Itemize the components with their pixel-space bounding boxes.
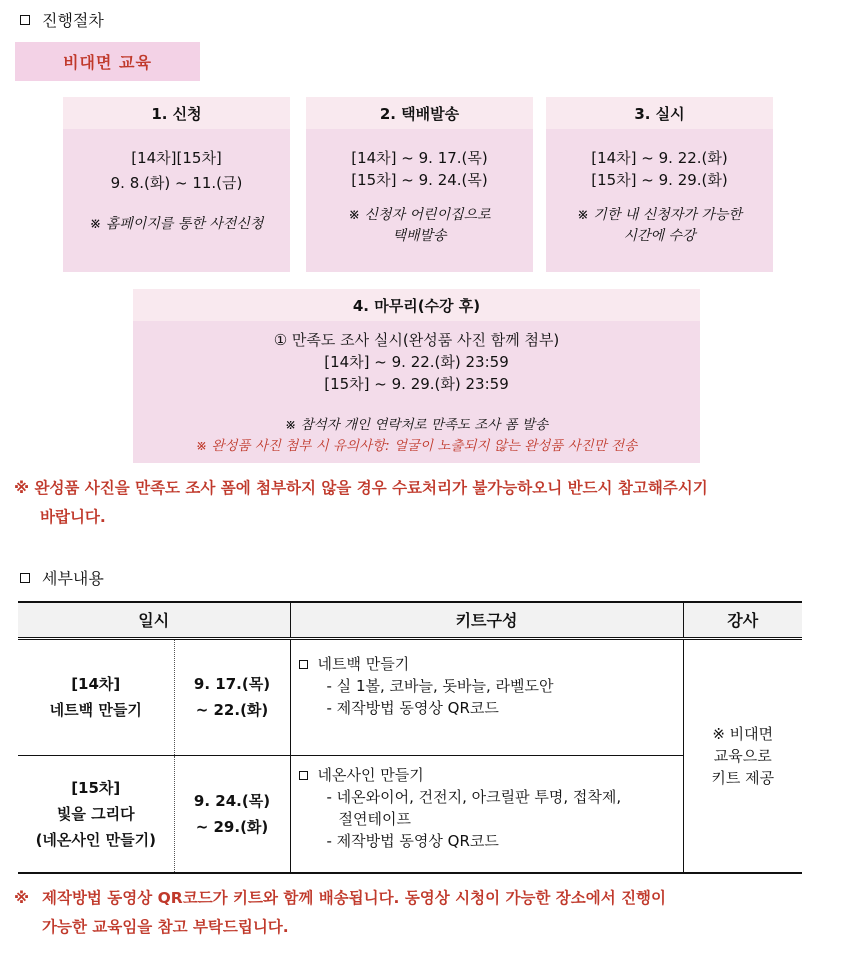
session-subtitle: (네온사인 만들기) xyxy=(35,830,156,849)
section-heading-text: 진행절차 xyxy=(42,11,104,30)
step-box-apply xyxy=(63,97,290,272)
date-start: 9. 24.(목) xyxy=(193,791,271,810)
footer-line: 제작방법 동영상 QR코드가 키트와 함께 배송됩니다. 동영상 시청이 가능한 장소에서 진행이 xyxy=(42,889,666,907)
kit-item: - 제작방법 동영상 QR코드 xyxy=(326,831,499,850)
checkbox-square-icon xyxy=(20,15,30,25)
step-body xyxy=(63,129,290,235)
checkbox-square-icon xyxy=(299,771,308,780)
step-body xyxy=(133,321,700,457)
session-cell xyxy=(18,638,174,755)
step-box-conduct xyxy=(546,97,773,272)
instructor-note: ※ 비대면 xyxy=(712,724,774,743)
warning-text xyxy=(14,474,834,532)
header-instructor: 강사 xyxy=(683,602,802,638)
date-cell xyxy=(174,638,290,755)
footer-text xyxy=(42,884,666,942)
step-note: ※ 신청자 어린이집으로 xyxy=(348,207,491,223)
checkbox-square-icon xyxy=(299,660,308,669)
step-note: 택배발송 xyxy=(392,228,447,244)
details-table xyxy=(18,601,802,874)
step-line: [14차] ~ 9. 17.(목) xyxy=(351,149,488,167)
step-title: 1. 신청 xyxy=(63,97,290,129)
step-box-finish xyxy=(133,289,700,463)
kit-title: 네온사인 만들기 xyxy=(317,765,424,784)
noncontact-badge xyxy=(15,42,200,81)
kit-cell xyxy=(290,755,683,873)
table-row xyxy=(18,638,802,755)
step-line: [15차] ~ 9. 29.(화) xyxy=(591,171,728,189)
kit-item: - 실 1볼, 코바늘, 돗바늘, 라벨도안 xyxy=(326,676,554,695)
step-note: 시간에 수강 xyxy=(623,228,696,244)
kit-item: - 네온와이어, 건전지, 아크릴판 투명, 접착제, xyxy=(326,787,622,806)
kit-title-line xyxy=(299,653,675,675)
session-title: 빛을 그리다 xyxy=(56,804,135,823)
reference-mark: ※ xyxy=(14,889,30,907)
badge-text: 비대면 교육 xyxy=(63,53,152,72)
kit-cell xyxy=(290,638,683,755)
step-title: 4. 마무리(수강 후) xyxy=(133,289,700,321)
instructor-note: 교육으로 xyxy=(713,746,772,765)
section-heading-process xyxy=(20,8,104,31)
step-line: 9. 8.(화) ~ 11.(금) xyxy=(110,174,243,192)
warning-line: 바랍니다. xyxy=(40,508,106,526)
session-number: [14차] xyxy=(71,675,121,693)
session-cell xyxy=(18,755,174,873)
kit-item: 절연테이프 xyxy=(338,809,411,828)
checkbox-square-icon xyxy=(20,573,30,583)
step-body xyxy=(546,129,773,247)
step-note: ※ 기한 내 신청자가 가능한 xyxy=(577,207,742,223)
kit-item: - 제작방법 동영상 QR코드 xyxy=(326,698,499,717)
step-line: [14차] ~ 9. 22.(화) 23:59 xyxy=(324,353,509,371)
step-line: [14차][15차] xyxy=(131,149,222,167)
date-start: 9. 17.(목) xyxy=(193,675,271,693)
instructor-note: 키트 제공 xyxy=(711,768,775,787)
step-title: 3. 실시 xyxy=(546,97,773,129)
step-note: ※ 홈페이지를 통한 사전신청 xyxy=(89,216,264,232)
instructor-cell xyxy=(683,638,802,873)
footer-note xyxy=(14,884,834,942)
step-warning-note: ※ 완성품 사진 첨부 시 유의사항: 얼굴이 노출되지 않는 완성품 사진만 전송 xyxy=(195,438,638,454)
header-date: 일시 xyxy=(18,602,290,638)
step-body xyxy=(306,129,533,247)
step-box-delivery xyxy=(306,97,533,272)
step-line: [14차] ~ 9. 22.(화) xyxy=(591,149,728,167)
date-end: ~ 29.(화) xyxy=(195,817,269,836)
session-title: 네트백 만들기 xyxy=(49,701,142,719)
date-end: ~ 22.(화) xyxy=(195,701,269,719)
kit-title-line xyxy=(299,764,675,786)
step-line: ① 만족도 조사 실시(완성품 사진 함께 첨부) xyxy=(273,331,560,349)
session-number: [15차] xyxy=(71,778,121,797)
header-kit: 키트구성 xyxy=(290,602,683,638)
step-note: ※ 참석자 개인 연락처로 만족도 조사 폼 발송 xyxy=(284,417,549,433)
section-heading-details xyxy=(20,566,104,589)
footer-line: 가능한 교육임을 참고 부탁드립니다. xyxy=(42,918,289,936)
table-header-row xyxy=(18,602,802,638)
date-cell xyxy=(174,755,290,873)
step-title: 2. 택배발송 xyxy=(306,97,533,129)
warning-line: ※ 완성품 사진을 만족도 조사 폼에 첨부하지 않을 경우 수료처리가 불가능하오니 반드시 참고해주시기 xyxy=(14,479,708,497)
step-line: [15차] ~ 9. 29.(화) 23:59 xyxy=(324,375,509,393)
kit-title: 네트백 만들기 xyxy=(317,654,410,673)
step-line: [15차] ~ 9. 24.(목) xyxy=(351,171,488,189)
section-heading-text: 세부내용 xyxy=(42,569,104,588)
